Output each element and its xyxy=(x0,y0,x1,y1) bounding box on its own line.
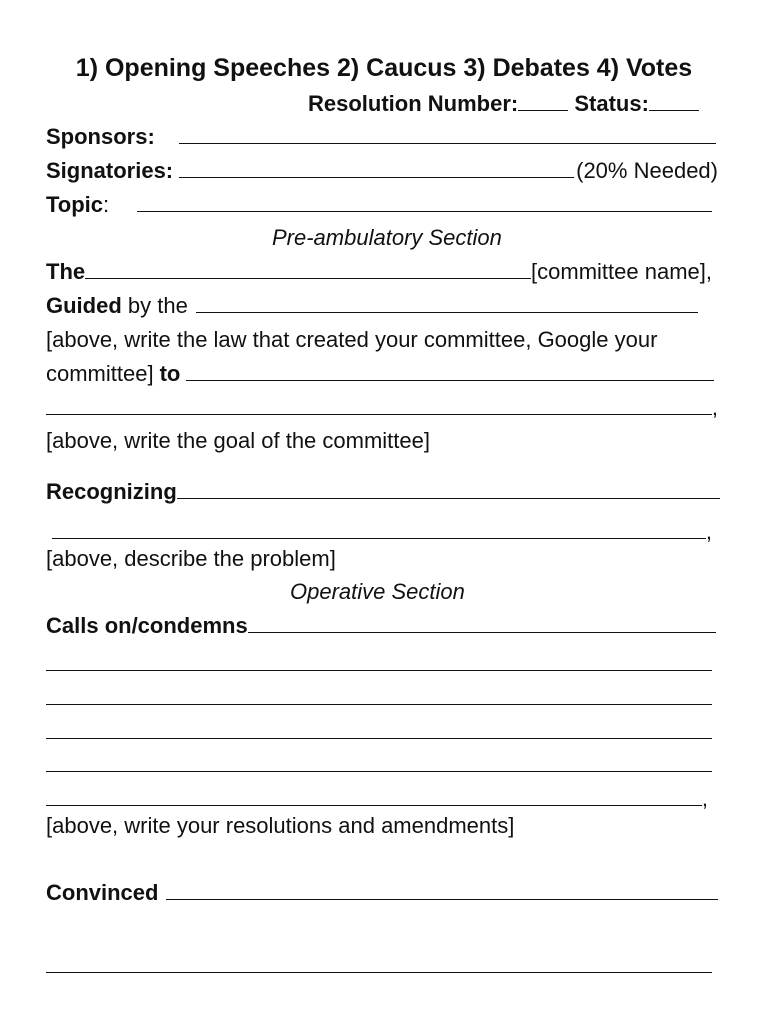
operative-blank-2[interactable] xyxy=(46,670,712,671)
topic-blank[interactable] xyxy=(137,191,712,212)
operative-blank-1[interactable] xyxy=(248,612,716,633)
operative-comma: , xyxy=(701,786,708,811)
goal-blank-2[interactable] xyxy=(46,394,712,415)
operative-blank-4[interactable] xyxy=(46,738,712,739)
operative-blank-3[interactable] xyxy=(46,704,712,705)
problem-comma: , xyxy=(705,519,712,544)
calls-on-row xyxy=(46,612,716,640)
sponsors-blank[interactable] xyxy=(179,123,716,144)
status-blank[interactable] xyxy=(649,90,699,111)
goal-blank-1[interactable] xyxy=(186,360,714,381)
recognizing-label: Recognizing xyxy=(46,479,177,504)
operative-blank-5[interactable] xyxy=(46,771,712,772)
topic-colon: : xyxy=(103,192,110,217)
signatories-note: (20% Needed) xyxy=(576,158,718,183)
status-label: Status: xyxy=(574,91,649,116)
resolution-status-row xyxy=(308,90,728,118)
problem-blank-1[interactable] xyxy=(177,478,720,499)
law-hint: [above, write the law that created your committee, Google your xyxy=(46,327,658,352)
guiding-law-blank[interactable] xyxy=(196,292,698,313)
page-title: 1) Opening Speeches 2) Caucus 3) Debates 4) Votes xyxy=(75,54,693,82)
committee-to-row xyxy=(46,360,716,388)
goal-comma: , xyxy=(711,395,718,420)
goal-continuation-row xyxy=(46,394,718,422)
convinced-row xyxy=(46,879,720,907)
signatories-row xyxy=(46,157,718,185)
calls-on-label: Calls on/condemns xyxy=(46,613,248,638)
committee-name-blank[interactable] xyxy=(85,258,531,279)
guided-row xyxy=(46,292,700,320)
committee-word: committee] xyxy=(46,361,154,386)
resolution-number-blank[interactable] xyxy=(518,90,568,111)
the-label: The xyxy=(46,259,86,284)
convinced-blank-2[interactable] xyxy=(46,972,712,973)
the-committee-row xyxy=(46,258,712,286)
by-the-text: by the xyxy=(121,293,188,318)
convinced-blank-1[interactable] xyxy=(166,879,718,900)
guided-label: Guided xyxy=(46,293,122,318)
problem-blank-2[interactable] xyxy=(52,518,706,539)
sponsors-row xyxy=(46,123,718,151)
operative-last-row xyxy=(46,785,708,813)
operative-blank-6[interactable] xyxy=(46,785,702,806)
topic-label: Topic xyxy=(46,192,104,217)
signatories-label: Signatories: xyxy=(46,158,174,183)
resolution-number-label: Resolution Number: xyxy=(308,91,519,116)
convinced-label: Convinced xyxy=(46,880,159,905)
to-label: to xyxy=(159,361,181,386)
goal-hint: [above, write the goal of the committee] xyxy=(46,428,430,453)
committee-name-hint: [committee name], xyxy=(531,259,712,284)
problem-continuation-row xyxy=(52,518,712,546)
resolutions-hint: [above, write your resolutions and amendments] xyxy=(46,813,515,838)
preambulatory-heading: Pre-ambulatory Section xyxy=(272,225,502,250)
topic-row xyxy=(46,191,714,219)
signatories-blank[interactable] xyxy=(179,157,574,178)
operative-heading: Operative Section xyxy=(290,579,465,604)
problem-hint: [above, describe the problem] xyxy=(46,546,336,571)
recognizing-row xyxy=(46,478,720,506)
sponsors-label: Sponsors: xyxy=(46,124,155,149)
